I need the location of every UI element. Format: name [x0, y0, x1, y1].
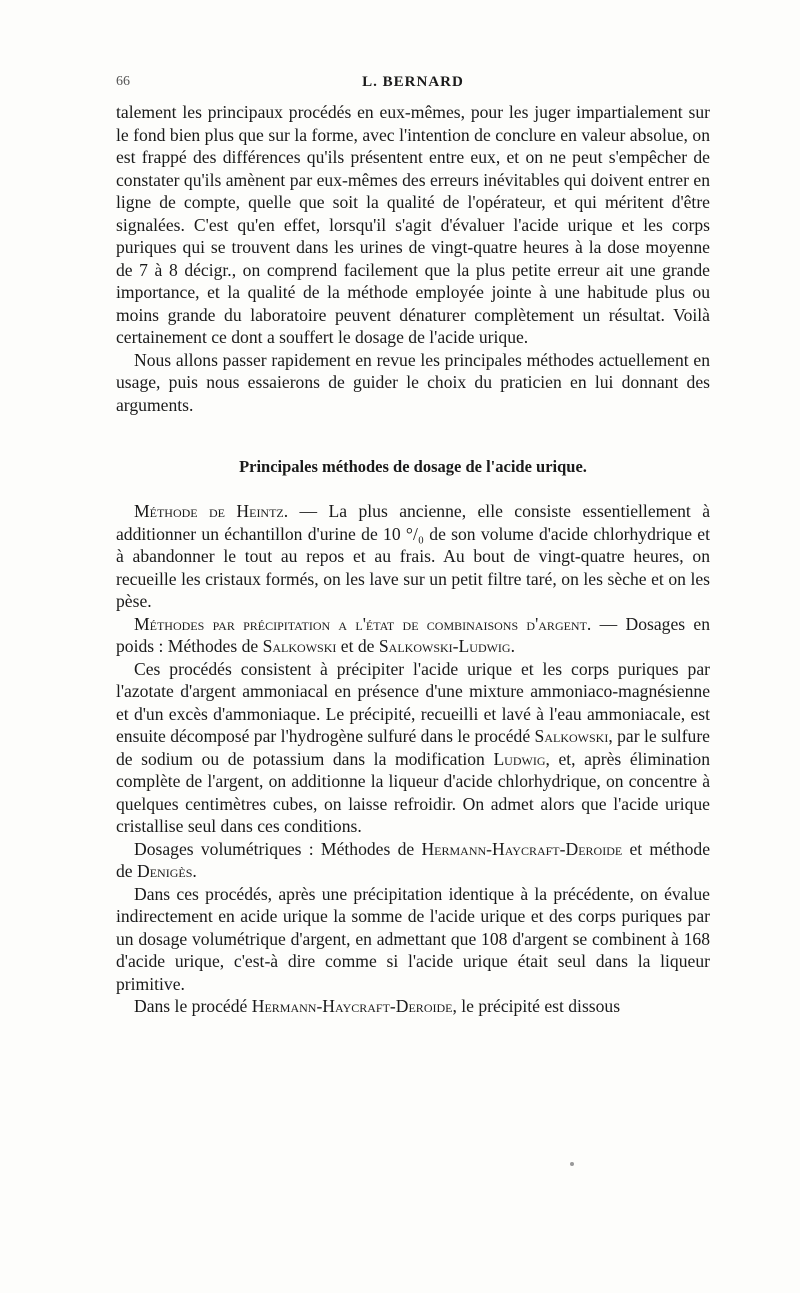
volumetric-text-a: Dosages volumétriques : Méthodes de: [134, 838, 422, 859]
paragraph-heintz: [116, 500, 710, 613]
final-text-a: Dans le procédé: [134, 996, 252, 1016]
volumetric-text-c: .: [192, 861, 197, 881]
procedure-text-b: , par le sulfure de sodium ou de potassium dans la modification: [116, 726, 710, 769]
method-label-heintz: Méthode de Heintz.: [134, 501, 289, 521]
author-salkowski: Salkowski: [262, 636, 337, 656]
page-number: 66: [116, 74, 130, 89]
silver-text-c: .: [510, 636, 515, 656]
paragraph-procedure: [116, 658, 710, 838]
ink-speck: [570, 1162, 574, 1166]
volumetric-text-b: et méthode de: [116, 838, 710, 881]
procedure-text-a: Ces procédés consistent à précipiter l'acide urique et les corps puriques par l'azotate d'argent ammoniacal en présence d'une mixture ammoniaco-magnésienne et d'un excès d'ammoniaque. Le précipité, recueilli et lavé à l'eau ammoniacale, est ensuite décomposé par l'hydrogène sulfuré dans le procédé: [116, 658, 710, 746]
page-body: [116, 101, 710, 1018]
final-text-b: , le précipité est dissous: [452, 996, 621, 1016]
paragraph-final: [116, 995, 710, 1018]
author-salkowski-ludwig: Salkowski-Ludwig: [378, 636, 511, 656]
running-title: L. BERNARD: [362, 74, 464, 90]
paragraph-volumetric: [116, 838, 710, 883]
paragraph-indirect: Dans ces procédés, après une précipitation identique à la précédente, on évalue indirectement en acide urique la somme de l'acide urique et des corps puriques par un dosage volumétrique d'argent, en admettant que 108 d'argent se combinent à 168 d'acide urique, c'est-à dire comme si l'acide urique était seul dans la liqueur primitive.: [116, 883, 710, 994]
heintz-text: — La plus ancienne, elle consiste essentiellement à additionner un échantillon d'urine de 10 °/₀ de son volume d'acide chlorhydrique et à abandonner le tout au repos et au frais. Au bout de vingt-quatre heures, on recueille les cristaux formés, on les lave sur un petit filtre taré, on les sèche et on les pèse.: [116, 501, 711, 611]
author-salkowski-2: Salkowski: [534, 726, 609, 746]
paragraph-continuation: talement les principaux procédés en eux-mêmes, pour les juger impartialement sur le fond bien plus que sur la forme, avec l'intention de conclure en valeur absolue, on est frappé des différences qu'ils présentent entre eux, et on ne peut s'empêcher de constater qu'ils amènent par eux-mêmes des erreurs inévitables qui doivent entrer en ligne de compte, quelle que soit la qualité de l'opérateur, et qui méritent d'être signalées. C'est qu'en effet, lorsqu'il s'agit d'évaluer l'acide urique et les corps puriques qui se trouvent dans les urines de vingt-quatre heures à la dose moyenne de 7 à 8 décigr., on comprend facilement que la plus petite erreur ait une grande importance, et la qualité de la méthode employée jointe à une habitude plus ou moins grande du laboratoire peuvent dénaturer complètement un résultat. Voilà certainement ce dont a souffert le dosage de l'acide urique.: [116, 102, 710, 347]
silver-text-a: Dosages en poids : Méthodes de: [116, 613, 710, 656]
paragraph-overview: Nous allons passer rapidement en revue les principales méthodes actuellement en usage, puis nous essaierons de guider le choix du praticien en lui donnant des arguments.: [116, 349, 710, 415]
paragraph-silver-methods: [116, 613, 710, 658]
author-hermann-haycraft-deroide-2: Hermann-Haycraft-Deroide: [251, 996, 453, 1016]
section-heading: Principales méthodes de dosage de l'acide urique.: [239, 457, 587, 476]
author-deniges: Denigès: [137, 861, 193, 881]
silver-text-b: et de: [336, 636, 379, 656]
author-ludwig: Ludwig: [493, 748, 546, 769]
method-label-silver: Méthodes par précipitation a l'état de combinaisons d'argent. —: [134, 613, 618, 634]
procedure-text-c: , et, après élimination complète de l'argent, on additionne la liqueur d'acide chlorhydrique, on concentre à quelques centimètres cubes, on laisse refroidir. On admet alors que l'acide urique cristallise seul dans ces conditions.: [116, 748, 710, 836]
author-hermann-haycraft-deroide: Hermann-Haycraft-Deroide: [421, 838, 623, 859]
page-header: [116, 74, 710, 96]
section-spacer: [116, 478, 710, 500]
